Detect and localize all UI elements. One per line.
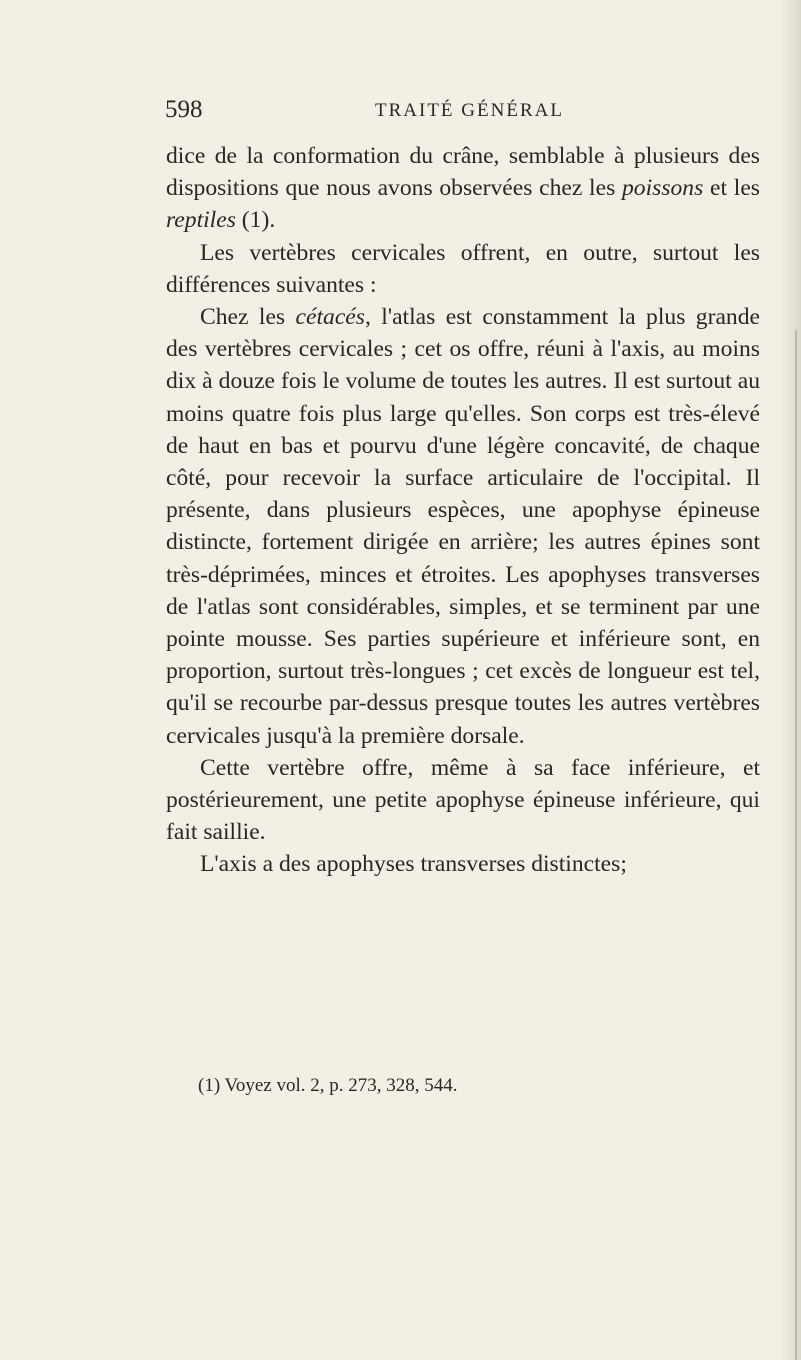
text-run: L'axis a des apophyses transverses distinctes;	[200, 851, 627, 878]
italic-term: reptiles	[166, 207, 236, 234]
text-run: Cette vertèbre offre, même à sa face inférieure, et postérieurement, une petite apophyse épineuse inférieure, qui fait saillie.	[166, 754, 760, 846]
paragraph	[166, 752, 760, 849]
text-run: et les	[703, 175, 760, 202]
text-run: (1).	[235, 207, 276, 234]
text-run: dice de la conformation du crâne, semblable à plusieurs des dispositions que nous avons observées chez les	[166, 143, 760, 202]
page-header	[165, 96, 765, 130]
running-title: TRAITÉ GÉNÉRAL	[375, 100, 564, 121]
page-number: 598	[165, 96, 203, 123]
italic-term: cétacés	[295, 304, 365, 331]
paragraph	[166, 237, 760, 301]
italic-term: poissons	[622, 175, 704, 202]
page-edge-line	[795, 330, 797, 1360]
paragraph	[166, 848, 760, 880]
paragraph	[166, 140, 760, 237]
page-edge-shadow	[779, 0, 801, 1360]
footnote: (1) Voyez vol. 2, p. 273, 328, 544.	[198, 1075, 458, 1096]
text-run: , l'atlas est constamment la plus grande des vertèbres cervicales ; cet os offre, réuni à l'axis, au moins dix à douze fois le volume de toutes les autres. Il est surtout au moins quatre fois plus large qu'elles. Son corps est très-élevé de haut en bas et pourvu d'une légère concavité, de chaque côté, pour recevoir la surface articulaire de l'occipital. Il présente, dans plusieurs espèces, une apophyse épineuse distincte, fortement dirigée en arrière; les autres épines sont très-déprimées, minces et étroites. Les apophyses transverses de l'atlas sont considérables, simples, et se terminent par une pointe mousse. Ses parties supérieure et inférieure sont, en proportion, surtout très-longues ; cet excès de longueur est tel, qu'il se recourbe par-dessus presque toutes les autres vertèbres cervicales jusqu'à la première dorsale.	[166, 304, 760, 749]
body-text	[166, 140, 760, 881]
paragraph	[166, 301, 760, 752]
text-run: Chez les	[200, 304, 296, 331]
text-run: Les vertèbres cervicales offrent, en outre, surtout les différences suivantes :	[166, 239, 760, 298]
